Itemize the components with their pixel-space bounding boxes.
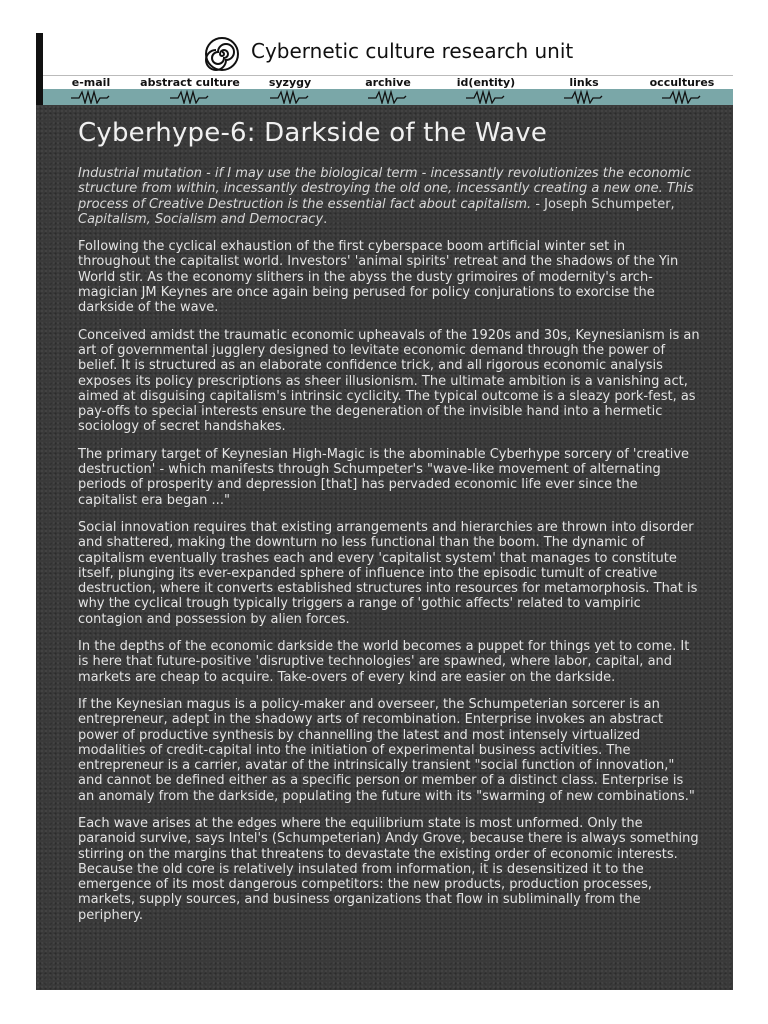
epigraph-attribution: - Joseph Schumpeter,: [531, 196, 675, 212]
zigzag-icon[interactable]: [71, 90, 111, 104]
article: [78, 118, 700, 935]
zigzag-icon[interactable]: [368, 90, 408, 104]
nav-occultures[interactable]: occultures: [649, 76, 715, 89]
main-nav: [43, 75, 733, 89]
site-header: [43, 33, 733, 75]
article-title: Cyberhype-6: Darkside of the Wave: [78, 118, 548, 148]
nav-identity[interactable]: id(entity): [456, 76, 516, 89]
nav-links[interactable]: links: [569, 76, 599, 89]
epigraph: [78, 166, 700, 227]
spiral-icon[interactable]: [203, 36, 241, 72]
nav-zigzag-bar: [43, 89, 733, 105]
left-edge-bar: [36, 33, 43, 105]
article-paragraph: In the depths of the economic darkside the world becomes a puppet for things yet to come. It is here that future-positive 'disruptive technologies' are spawned, where labor, capital, and markets are cheap to acquire. Take-overs of every kind are easier on the darkside.: [78, 639, 690, 685]
zigzag-icon[interactable]: [564, 90, 604, 104]
article-paragraph: Following the cyclical exhaustion of the first cyberspace boom artificial winter set in throughout the capitalist world. Investors' 'animal spirits' retreat and the shadows of the Yin World stir. As the economy slithers in the abyss the dusty grimoires of modernity's arch-magician JM Keynes are once again being perused for policy conjurations to exorcise the darkside of the wave.: [78, 239, 679, 316]
zigzag-icon[interactable]: [662, 90, 702, 104]
article-paragraph: Conceived amidst the traumatic economic upheavals of the 1920s and 30s, Keynesianism is an art of governmental jugglery designed to levitate economic demand through the power of belief. It is structured as an elaborate confidence trick, and all rigorous economic analysis exposes its policy prescriptions as sheer illusionism. The ultimate ambition is a vanishing act, aimed at disguising capitalism's intrinsic cyclicity. The typical outcome is a sleazy pork-fest, as pay-offs to special interests ensure the degeneration of the invisible hand into a hermetic sociology of secret handshakes.: [78, 327, 700, 435]
article-paragraph: The primary target of Keynesian High-Magic is the abominable Cyberhype sorcery of 'creative destruction' - which manifests through Schumpeter's "wave-like movement of alternating periods of prosperity and depression [that] has pervaded economic life ever since the capitalist era began ...": [78, 446, 690, 508]
nav-email[interactable]: e-mail: [71, 76, 111, 89]
page: [36, 33, 733, 990]
nav-syzygy[interactable]: syzygy: [268, 76, 312, 89]
article-paragraph: Each wave arises at the edges where the equilibrium state is most unformed. Only the paranoid survive, says Intel's (Schumpeterian) Andy Grove, because there is always something stirring on the margins that threatens to devastate the existing order of economic interests. Because the old core is relatively insulated from information, it is desensitized it to the emergence of its most dangerous competitors: the new products, production processes, markets, supply sources, and business organizations that flow in subliminally from the periphery.: [78, 815, 699, 923]
site-title: Cybernetic culture research unit: [251, 39, 574, 63]
epigraph-quote: Industrial mutation - if I may use the biological term - incessantly revolutionizes the economic structure from within, incessantly destroying the old one, incessantly creating a new one. This process of Creative Destruction is the essential fact about capitalism.: [78, 166, 694, 212]
epigraph-book-title: Capitalism, Socialism and Democracy: [78, 211, 324, 227]
article-paragraph: If the Keynesian magus is a policy-maker and overseer, the Schumpeterian sorcerer is an entrepreneur, adept in the shadowy arts of recombination. Enterprise invokes an abstract power of productive synthesis by channelling the latest and most intensely virtualized modalities of credit-capital into the initiation of experimental business activities. The entrepreneur is a carrier, avatar of the intrinsically transient "social function of innovation," and cannot be defined either as a specific person or member of a distinct class. Enterprise is an anomaly from the darkside, populating the future with its "swarming of new combinations.": [78, 696, 695, 804]
nav-archive[interactable]: archive: [365, 76, 411, 89]
nav-abstract-culture[interactable]: abstract culture: [140, 76, 240, 89]
zigzag-icon[interactable]: [170, 90, 210, 104]
zigzag-icon[interactable]: [466, 90, 506, 104]
zigzag-icon[interactable]: [270, 90, 310, 104]
epigraph-end: .: [323, 211, 328, 227]
article-paragraph: Social innovation requires that existing arrangements and hierarchies are thrown into disorder and shattered, making the downturn no less functional than the boom. The dynamic of capitalism eventually trashes each and every 'capitalist system' that manages to constitute itself, plunging its ever-expanded sphere of influence into the episodic tumult of creative destruction, where it converts established structures into resources for metamorphosis. That is why the cyclical trough typically triggers a range of 'gothic affects' related to vampiric contagion and possession by alien forces.: [78, 519, 698, 627]
